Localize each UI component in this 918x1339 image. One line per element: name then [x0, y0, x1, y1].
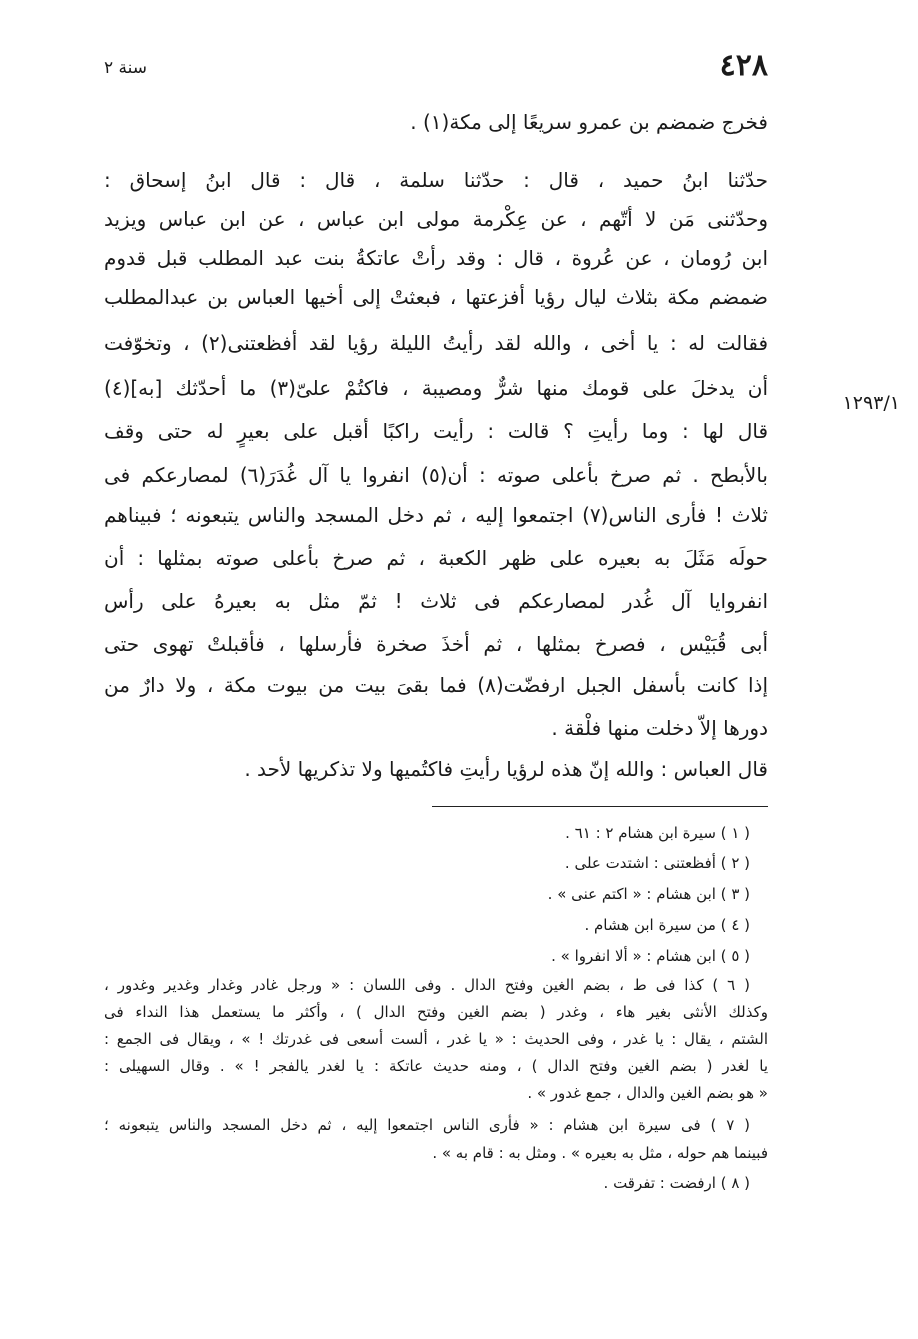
- year-label: سنة ٢: [104, 58, 148, 78]
- footnote-line: ( ١ ) سيرة ابن هشام ٢ : ٦١ .: [565, 824, 750, 842]
- footnote-divider: [432, 806, 768, 807]
- footnote-line: الشتم ، يقال : يا غدر ، وفى الحديث : « يا غدر ، ألست أسعى فى غدرتك ! » ، ويقال فى الجمع :: [104, 1030, 768, 1048]
- body-line: إذا كانت بأسفل الجبل ارفضّت(٨) فما بقىَ بيت من بيوت مكة ، ولا دارٌ من: [104, 673, 768, 697]
- body-line: دورها إلاّ دخلت منها فلْقة .: [551, 716, 768, 740]
- footnote-line: ( ٣ ) ابن هشام : « اكتم عنى » .: [547, 885, 750, 903]
- footnote-line: يا لغدر ( بضم الغين وفتح الدال ) ، ومنه حديث عاتكة : يا لغدر يالفجر ! » . وقال السهيلى :: [104, 1057, 768, 1075]
- footnote-line: « هو بضم الغين والدال ، جمع غدور » .: [527, 1084, 768, 1102]
- body-line: حدّثنا ابنُ حميد ، قال : حدّثنا سلمة ، قال : قال ابنُ إسحاق :: [104, 168, 768, 192]
- body-line: أن يدخلَ على قومك منها شرٌّ ومصيبة ، فاكتُمْ علىّ(٣) ما أحدّثك [به](٤): [104, 376, 768, 400]
- footnote-line: ( ٧ ) فى سيرة ابن هشام : « فأرى الناس اجتمعوا إليه ، ثم دخل المسجد والناس يتبعونه ؛: [104, 1116, 750, 1134]
- footnote-line: ( ٨ ) ارفضت : تفرقت .: [603, 1174, 750, 1192]
- body-line: ضمضم مكة بثلاث ليال رؤيا أفزعتها ، فبعثتْ إلى أخيها العباس بن عبدالمطلب: [104, 285, 768, 309]
- body-line: حولَه مَثَلَ به بعيره على ظهر الكعبة ، ثم صرخ بأعلى صوته بمثلها : أن: [104, 546, 768, 570]
- body-line: ابن رُومان ، عن عُروة ، قال : وقد رأتْ عاتكةُ بنت عبد المطلب قبل قدوم: [104, 246, 768, 270]
- body-line: قال لها : وما رأيتِ ؟ قالت : رأيت راكبًا أقبل على بعيرٍ له حتى وقف: [104, 419, 768, 443]
- body-line: أبى قُبَيْس ، فصرخ بمثلها ، ثم أخذَ صخرة فأرسلها ، فأقبلتْ تهوى حتى: [104, 632, 768, 656]
- body-line: فخرج ضمضم بن عمرو سريعًا إلى مكة(١) .: [410, 110, 768, 134]
- footnote-line: ( ٢ ) أفظعتنى : اشتدت على .: [564, 854, 750, 872]
- footnote-line: ( ٤ ) من سيرة ابن هشام .: [584, 916, 750, 934]
- body-line: ثلاث ! فأرى الناس(٧) اجتمعوا إليه ، ثم دخل المسجد والناس يتبعونه ؛ فبيناهم: [104, 503, 768, 527]
- body-line: فقالت له : يا أخى ، والله لقد رأيتُ الليلة رؤيا لقد أفظعتنى(٢) ، وتخوّفت: [104, 331, 768, 355]
- body-line: قال العباس : والله إنّ هذه لرؤيا رأيتِ فاكتُميها ولا تذكريها لأحد .: [244, 757, 768, 781]
- body-line: انفروايا آل غُدر لمصارعكم فى ثلاث ! ثمّ مثل به بعيرهُ على رأس: [104, 589, 768, 613]
- footnote-line: ( ٦ ) كذا فى ط ، بضم الغين وفتح الدال . وفى اللسان : « ورجل غادر وغدار وغدير وغدور ،: [104, 976, 750, 994]
- footnote-line: وكذلك الأنثى بغير هاء ، وغدر ( بضم الغين وفتح الدال ) ، وأكثر ما يستعمل هذا النداء فى: [104, 1003, 768, 1021]
- footnote-line: فبينما هم حوله ، مثل به بعيره » . ومثل به : قام به » .: [432, 1144, 768, 1162]
- footnote-line: ( ٥ ) ابن هشام : « ألا انفروا » .: [551, 947, 750, 965]
- body-line: بالأبطح . ثم صرخ بأعلى صوته : أن(٥) انفروا يا آل غُدَرَ(٦) لمصارعكم فى: [104, 463, 768, 487]
- body-line: وحدّثنى مَن لا أتّهم ، عن عِكْرمة مولى ابن عباس ، عن ابن عباس ويزيد: [104, 207, 768, 231]
- page-number: ٤٢٨: [719, 48, 768, 83]
- margin-reference: ١٢٩٣/١: [842, 392, 900, 414]
